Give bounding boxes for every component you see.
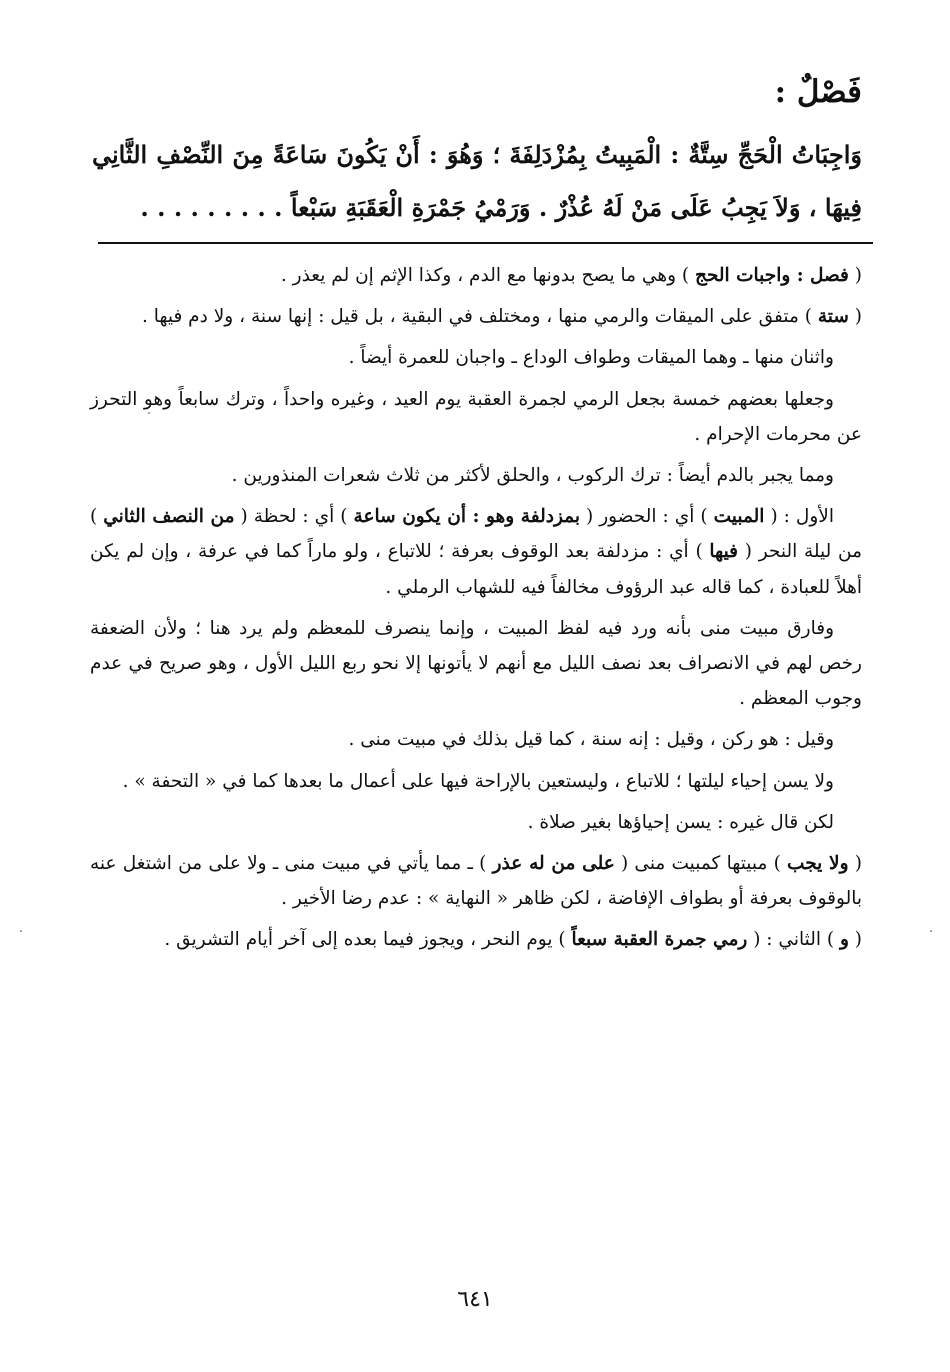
commentary-text: واثنان منها ـ وهما الميقات وطواف الوداع ـ واجبان للعمرة أيضاً . [348,347,834,369]
scan-speck [148,412,150,414]
commentary-paragraph [90,258,862,293]
commentary-paragraph [90,764,862,799]
quoted-matn: فصل : واجبات الحج [695,265,849,286]
quoted-matn: المبيت [713,506,765,528]
commentary-text: ) أي : مزدلفة بعد الوقوف بعرفة ؛ للاتباع ، ولو ماراً كما في عرفة ، وإن لم يكن أهلاً للعبادة ، كما قاله عبد الرؤوف مخالفاً فيه للشهاب الرملي . [90,541,862,598]
commentary-paragraph [90,458,862,493]
commentary-text: ) متفق على الميقات والرمي منها ، ومختلف في البقية ، بل قيل : إنها سنة ، ولا دم فيها . [141,306,818,328]
commentary-text: وفارق مبيت منى بأنه ورد فيه لفظ المبيت ، وإنما ينصرف للمعظم ولم يرد هنا ؛ ولأن الضعفة رخص لهم في الانصراف بعد نصف الليل مع أنهم لا يأتونها إلا نحو ربع الليل الأول ، وهو صريح في عدم وجوب المعظم . [90,617,862,710]
quoted-matn: رمي جمرة العقبة سبعاً [571,929,748,951]
quoted-matn: ستة [817,306,849,328]
commentary-paragraph [90,299,862,334]
commentary-text: ) وهي ما يصح بدونها مع الدم ، وكذا الإثم إن لم يعذر . [280,265,696,286]
scan-speck [930,930,932,932]
page-number: ٦٤١ [457,1287,493,1312]
commentary-text: ) ـ مما يأتي في مبيت منى ـ ولا على من اشتغل عنه بالوقوف بعرفة أو بطواف الإفاضة ، لكن ظاهر « النهاية » : عدم رضا الأخير . [90,853,862,910]
commentary-text: ولا يسن إحياء ليلتها ؛ للاتباع ، وليستعين بالإراحة فيها على أعمال ما بعدها كما في « التحفة » . [122,770,834,792]
scan-speck [20,930,22,932]
commentary-text: لكن قال غيره : يسن إحياؤها بغير صلاة . [527,811,834,833]
commentary-paragraph [90,846,862,916]
commentary-paragraph [90,922,862,957]
divider-line [98,242,873,244]
commentary-text: ) أي : لحظة ( [234,506,354,528]
commentary-text: ( [848,929,862,951]
commentary-text: ) من ليلة النحر ( [90,506,862,563]
commentary-paragraph [90,499,862,605]
commentary-text: ) مبيتها كمبيت منى ( [614,853,788,875]
quoted-matn: ولا يجب [787,853,849,875]
commentary-text: ) يوم النحر ، ويجوز فيما بعده إلى آخر أيام التشريق . [164,929,572,951]
commentary-text: ( [848,306,862,328]
commentary-text: ) أي : الحضور ( [580,506,714,528]
commentary-text: ( [848,265,862,286]
quoted-matn: على من له عذر [492,853,615,875]
commentary-text: ومما يجبر بالدم أيضاً : ترك الركوب ، والحلق لأكثر من ثلاث شعرات المنذورين . [231,465,834,487]
commentary-paragraph [90,611,862,717]
commentary-paragraph [90,805,862,840]
commentary-paragraph [90,382,862,452]
quoted-matn: بمزدلفة وهو : أن يكون ساعة [353,506,580,528]
commentary-paragraph [90,722,862,757]
commentary-text: ) الثاني : ( [747,929,840,951]
section-heading: فَصْلٌ : [774,74,862,110]
main-text: وَاجِبَاتُ الْحَجِّ سِتَّةٌ : الْمَبِيتُ بِمُزْدَلِفَةَ ؛ وَهُوَ : أَنْ يَكُونَ سَاعَةً مِنَ النِّصْفِ الثَّانِي فِيهَا ، وَلاَ يَجِبُ عَلَى مَنْ لَهُ عُذْرٌ . وَرَمْيُ جَمْرَةِ الْعَقَبَةِ سَبْعاً . . . . . . . . . [92,140,862,222]
quoted-matn: و [839,929,849,951]
quoted-matn: فيها [709,541,739,563]
quoted-matn: من النصف الثاني [103,506,235,528]
commentary-paragraph [90,340,862,375]
commentary-text: وقيل : هو ركن ، وقيل : إنه سنة ، كما قيل بذلك في مبيت منى . [348,729,834,751]
commentary-text: وجعلها بعضهم خمسة بجعل الرمي لجمرة العقبة يوم العيد ، وغيره واحداً ، وترك سابعاً وهو التحرز عن محرمات الإحرام . [90,388,862,445]
commentary-text: الأول : ( [764,506,834,528]
commentary [90,258,862,964]
commentary-text: ( [848,853,862,875]
